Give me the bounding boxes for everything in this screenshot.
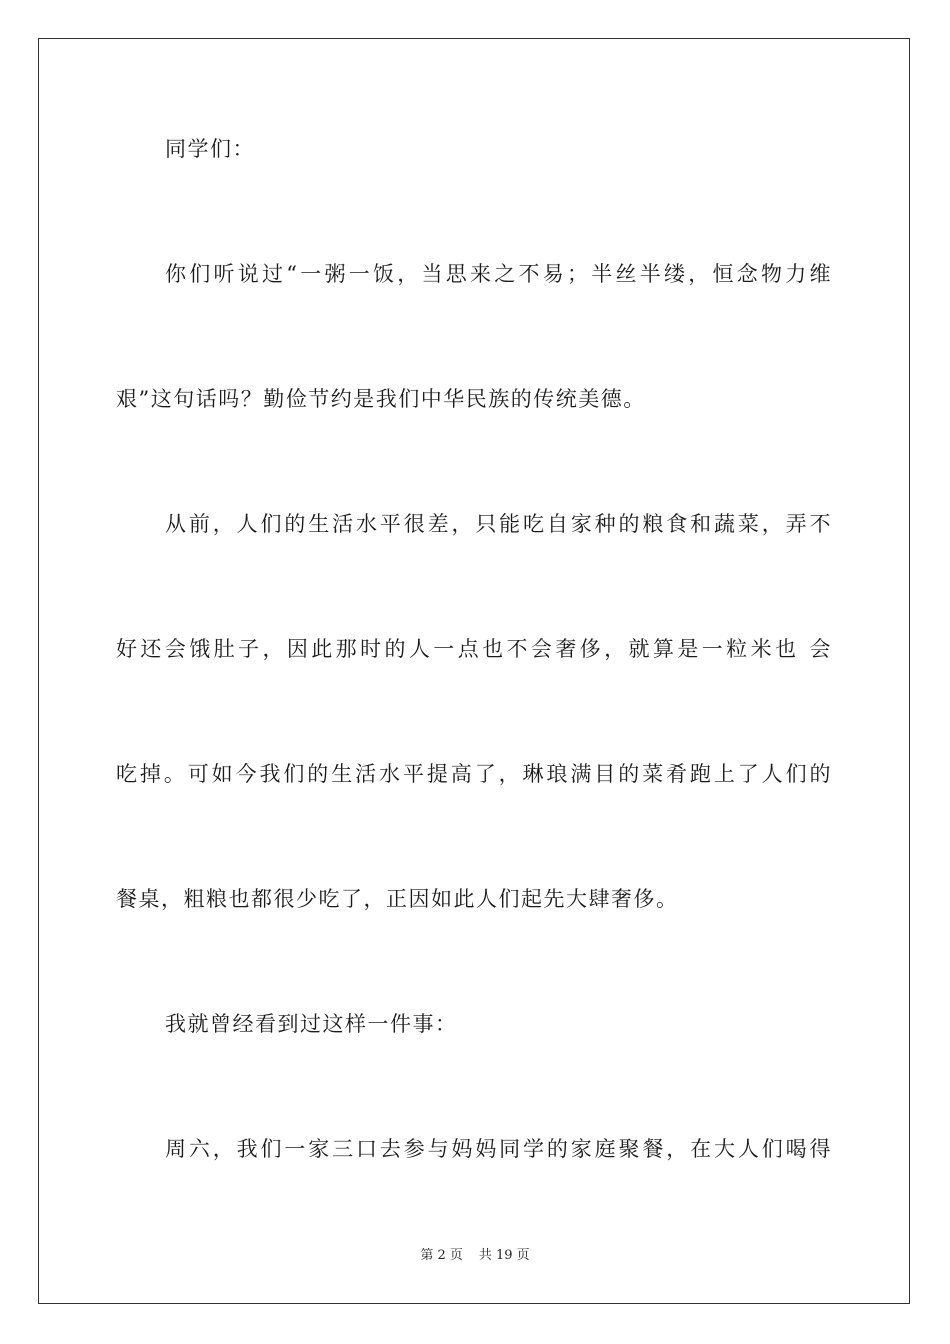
- paragraph-line: 餐桌，粗粮也都很少吃了，正因如此人们起先大肆奢侈。: [116, 887, 679, 911]
- paragraph-line: 周六，我们一家三口去参与妈妈同学的家庭聚餐，在大人们喝得: [165, 1137, 832, 1161]
- page-frame: [38, 38, 910, 1304]
- page-total: 共 19 页: [478, 1248, 530, 1263]
- page-number: 第 2 页: [420, 1248, 463, 1263]
- page-footer: [0, 1247, 950, 1265]
- paragraph-line: 我就曾经看到过这样一件事：: [165, 1012, 458, 1036]
- paragraph-line: 你们听说过“一粥一饭，当思来之不易；半丝半缕，恒念物力维: [165, 262, 832, 286]
- paragraph-line: 从前，人们的生活水平很差，只能吃自家种的粮食和蔬菜，弄不: [165, 512, 832, 536]
- paragraph-line: 艰”这句话吗？勤俭节约是我们中华民族的传统美德。: [116, 387, 646, 411]
- paragraph-line: 吃掉。可如今我们的生活水平提高了，琳琅满目的菜肴跑上了人们的: [116, 762, 832, 786]
- paragraph-line: 好还会饿肚子，因此那时的人一点也不会奢侈，就算是一粒米也 会: [116, 637, 832, 661]
- greeting-line: 同学们：: [165, 137, 255, 161]
